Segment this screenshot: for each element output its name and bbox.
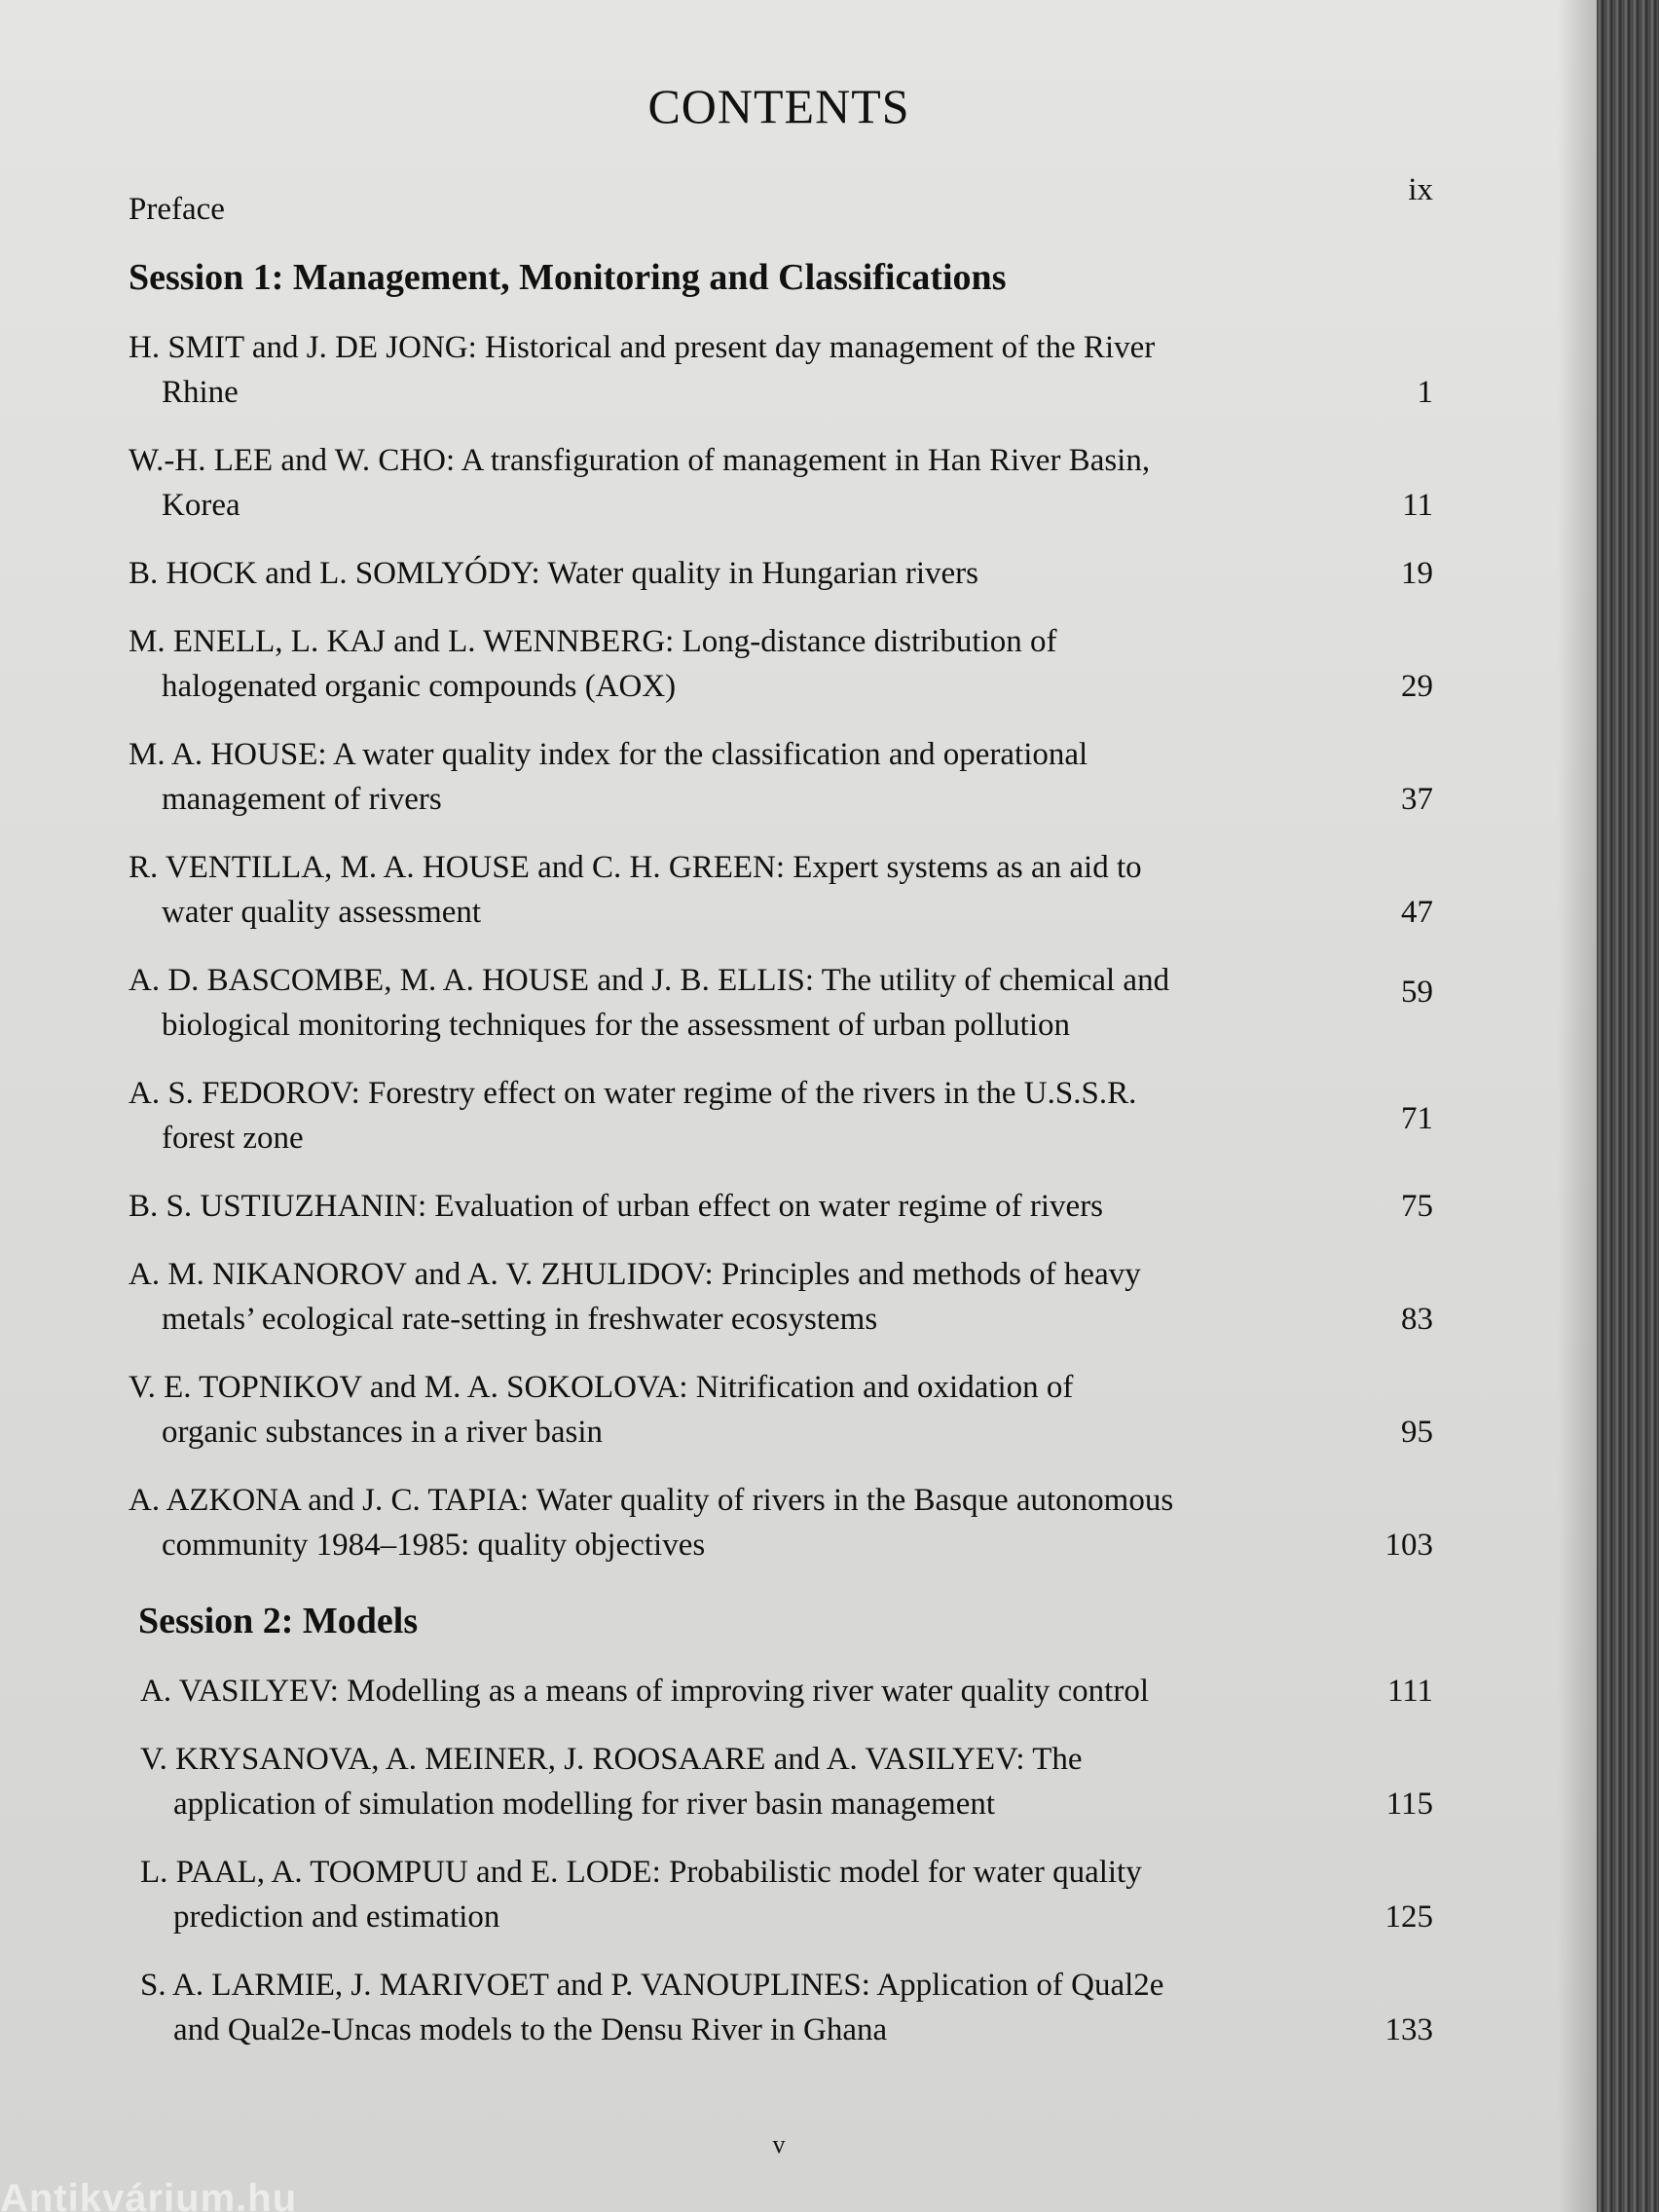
page-number: ix: [1408, 172, 1433, 207]
page-number: 71: [1401, 1101, 1433, 1136]
toc-entry: M. ENELL, L. KAJ and L. WENNBERG: Long-distance distribution of halogenated organic compounds (AOX) 29: [129, 619, 1433, 709]
page-number: 115: [1385, 1787, 1433, 1822]
toc-entry: A. D. BASCOMBE, M. A. HOUSE and J. B. ELLIS: The utility of chemical and biological monitoring techniques for the assessment of urban pollution 59: [129, 963, 1433, 1043]
toc-entry: H. SMIT and J. DE JONG: Historical and present day management of the River Rhine 1: [129, 325, 1433, 415]
page-number: 11: [1402, 488, 1433, 523]
page-number: 59: [1401, 975, 1433, 1010]
page-number: 111: [1386, 1674, 1433, 1709]
page-number: 1: [1417, 375, 1433, 410]
toc-entry: V. KRYSANOVA, A. MEINER, J. ROOSAARE and A. VASILYEV: The application of simulation modelling for river basin management 115: [129, 1737, 1433, 1826]
table-of-contents: [129, 172, 1433, 2052]
watermark: Antikvárium.hu: [0, 2177, 298, 2212]
toc-entry-preface: [129, 172, 1433, 232]
page-number: 47: [1401, 895, 1433, 930]
toc-entry: V. E. TOPNIKOV and M. A. SOKOLOVA: Nitrification and oxidation of organic substances in a river basin 95: [129, 1365, 1433, 1455]
page-number: 103: [1384, 1528, 1433, 1563]
page-title: CONTENTS: [647, 79, 910, 133]
toc-entry: A. AZKONA and J. C. TAPIA: Water quality of rivers in the Basque autonomous community 1984–1985: quality objectives 103: [129, 1478, 1433, 1567]
toc-entry: L. PAAL, A. TOOMPUU and E. LODE: Probabilistic model for water quality prediction and estimation 125: [129, 1850, 1433, 1939]
entry-text: Preface: [129, 192, 225, 227]
toc-entry: A. S. FEDOROV: Forestry effect on water regime of the rivers in the U.S.S.R. forest zone 71: [129, 1076, 1433, 1156]
session-heading: Session 1: Management, Monitoring and Classifications: [129, 257, 1007, 298]
page-number: 95: [1401, 1415, 1433, 1450]
page-number: 75: [1401, 1189, 1433, 1224]
toc-entry: W.-H. LEE and W. CHO: A transfiguration of management in Han River Basin, Korea 11: [129, 438, 1433, 528]
toc-entry: A. VASILYEV: Modelling as a means of improving river water quality control 111: [129, 1669, 1433, 1714]
session-heading: Session 2: Models: [138, 1601, 419, 1641]
toc-entry: M. A. HOUSE: A water quality index for the classification and operational management of rivers 37: [129, 732, 1433, 822]
page-number: 133: [1384, 2012, 1433, 2047]
page-number: 29: [1401, 669, 1433, 704]
toc-entry: R. VENTILLA, M. A. HOUSE and C. H. GREEN: Expert systems as an aid to water quality assessment 47: [129, 845, 1433, 935]
toc-entry: S. A. LARMIE, J. MARIVOET and P. VANOUPLINES: Application of Qual2e and Qual2e-Uncas models to the Densu River in Ghana 133: [129, 1963, 1433, 2052]
page-number: 19: [1401, 556, 1433, 591]
toc-entry: B. S. USTIUZHANIN: Evaluation of urban effect on water regime of rivers 75: [129, 1184, 1433, 1229]
page-number: 83: [1401, 1302, 1433, 1337]
page-number: 125: [1384, 1899, 1433, 1935]
toc-entry: B. HOCK and L. SOMLYÓDY: Water quality in Hungarian rivers 19: [129, 551, 1433, 596]
page-number: 37: [1401, 782, 1433, 817]
page-edge-stack: [1597, 0, 1659, 2212]
toc-entry: A. M. NIKANOROV and A. V. ZHULIDOV: Principles and methods of heavy metals’ ecological rate-setting in freshwater ecosystems 83: [129, 1252, 1433, 1342]
footer-page-number: v: [772, 2130, 786, 2158]
